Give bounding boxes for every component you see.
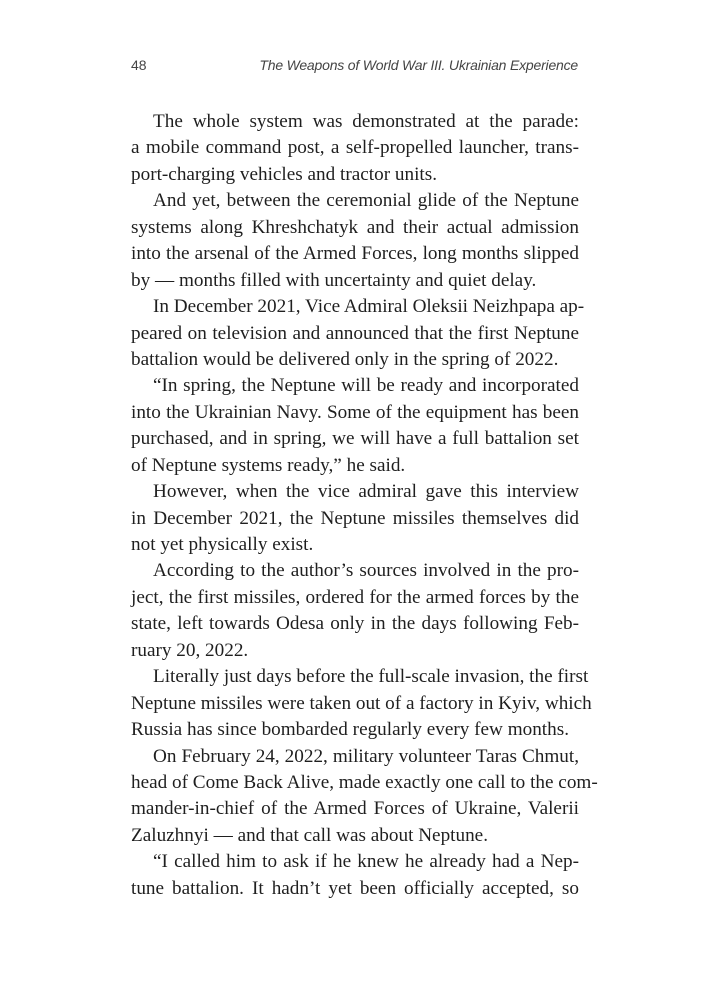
paragraph bbox=[131, 558, 579, 664]
paragraph bbox=[131, 664, 592, 743]
text-line: Russia has since bombarded regularly every few months. bbox=[131, 719, 569, 741]
paragraph bbox=[131, 479, 579, 558]
page-number: 48 bbox=[131, 57, 147, 73]
paragraph bbox=[131, 109, 579, 188]
text-line: And yet, between the ceremonial glide of the Neptune bbox=[153, 190, 579, 212]
text-line: Literally just days before the full-scale invasion, the first bbox=[153, 666, 589, 688]
text-line: systems along Khreshchatyk and their actual admission bbox=[131, 216, 579, 238]
text-line: not yet physically exist. bbox=[131, 534, 314, 555]
paragraph bbox=[131, 373, 579, 479]
text-line: a mobile command post, a self-propelled launcher, trans- bbox=[131, 137, 579, 159]
page-header bbox=[131, 57, 578, 79]
text-line: port-charging vehicles and tractor units. bbox=[131, 163, 438, 185]
text-line: “I called him to ask if he knew he already had a Nep- bbox=[153, 851, 579, 873]
text-line: The whole system was demonstrated at the parade: bbox=[153, 111, 579, 132]
text-line: by — months filled with uncertainty and quiet delay. bbox=[131, 269, 537, 291]
text-line: state, left towards Odesa only in the days following Feb- bbox=[131, 613, 579, 635]
paragraph bbox=[131, 294, 585, 373]
paragraph bbox=[131, 188, 579, 294]
body-text bbox=[131, 109, 598, 902]
text-line: into the Ukrainian Navy. Some of the equipment has been bbox=[131, 401, 579, 423]
text-line: “In spring, the Neptune will be ready and incorporated bbox=[153, 375, 579, 397]
text-line: peared on television and announced that the first Neptune bbox=[131, 322, 579, 344]
text-line: ject, the first missiles, ordered for the armed forces by the bbox=[131, 586, 579, 608]
text-line: On February 24, 2022, military volunteer Taras Chmut, bbox=[153, 745, 579, 767]
text-line: ruary 20, 2022. bbox=[131, 639, 249, 661]
text-line: head of Come Back Alive, made exactly one call to the com- bbox=[131, 771, 598, 793]
text-line: purchased, and in spring, we will have a full battalion set bbox=[131, 428, 579, 450]
text-line: tune battalion. It hadn’t yet been officially accepted, so bbox=[131, 877, 579, 899]
text-line: of Neptune systems ready,” he said. bbox=[131, 454, 406, 476]
running-title: The Weapons of World War III. Ukrainian Experience bbox=[259, 57, 578, 73]
text-line: into the arsenal of the Armed Forces, long months slipped bbox=[131, 243, 579, 265]
text-line: However, when the vice admiral gave this interview bbox=[153, 481, 579, 503]
text-line: Zaluzhnyi — and that call was about Neptune. bbox=[131, 824, 488, 846]
text-line: in December 2021, the Neptune missiles themselves did bbox=[131, 507, 579, 529]
paragraph bbox=[131, 744, 598, 850]
text-line: battalion would be delivered only in the spring of 2022. bbox=[131, 348, 559, 370]
text-line: In December 2021, Vice Admiral Oleksii Neizhpapa ap- bbox=[153, 296, 585, 318]
text-line: According to the author’s sources involved in the pro- bbox=[153, 560, 579, 582]
text-line: mander-in-chief of the Armed Forces of Ukraine, Valerii bbox=[131, 798, 579, 820]
text-line: Neptune missiles were taken out of a factory in Kyiv, which bbox=[131, 692, 592, 714]
paragraph bbox=[131, 849, 579, 902]
